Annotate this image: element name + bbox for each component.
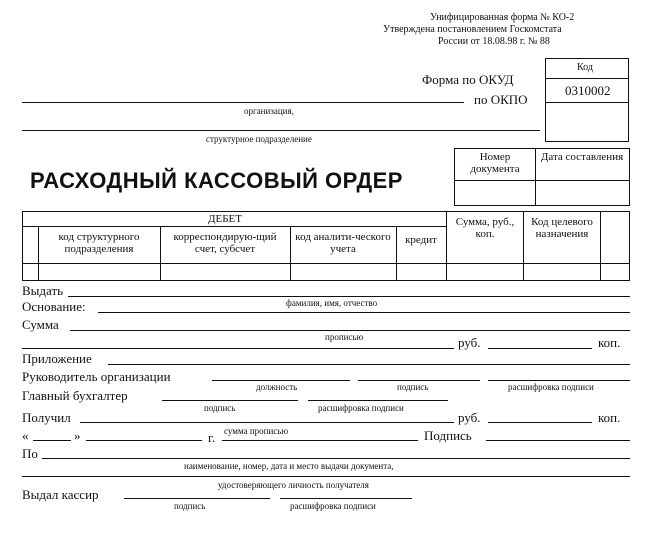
rub-label: руб. [458,335,481,350]
okud-value: 0310002 [565,83,611,98]
podpis-label: Подпись [424,428,472,443]
organization-caption: организация, [244,106,294,116]
glavbuh-signature-field[interactable] [162,400,298,401]
doc-number-header: Номер документа [470,151,520,175]
doc-date-field[interactable] [537,182,627,204]
debet-header: ДЕБЕТ [208,213,242,225]
glavbuh-label: Главный бухгалтер [22,388,128,403]
date-open-quote: « [22,428,29,443]
summa-label: Сумма [22,317,59,332]
document-title: РАСХОДНЫЙ КАССОВЫЙ ОРДЕР [30,168,403,193]
summa-field-2[interactable] [22,348,454,349]
department-field[interactable] [22,130,540,131]
rasshifrovka-caption-2: расшифровка подписи [318,403,404,413]
kassir-signature-field[interactable] [124,498,270,499]
form-code-line: Унифицированная форма № КО-2 [430,12,575,23]
col-credit-header: кредит [405,234,437,246]
prilozhenie-label: Приложение [22,351,92,366]
date-month-field[interactable] [86,440,202,441]
fio-caption: фамилия, имя, отчество [286,298,378,308]
doc-caption: наименование, номер, дата и место выдачи документа, [184,461,394,471]
vydat-field[interactable] [68,296,630,297]
doc-number-field[interactable] [456,182,534,204]
prilozhenie-field[interactable] [108,364,630,365]
podpis-caption-1: подпись [397,382,429,392]
rukovoditel-label: Руководитель организации [22,369,171,384]
propisyu-caption: прописью [325,332,364,342]
rukovoditel-position-field[interactable] [212,380,350,381]
rukovoditel-signature-field[interactable] [358,380,480,381]
cell-corr[interactable] [161,265,289,280]
date-close-quote: » [74,428,81,443]
rub-label-2: руб. [458,410,481,425]
okpo-label: по ОКПО [474,92,528,107]
approval-date-line: России от 18.08.98 г. № 88 [438,36,550,47]
poluchil-field[interactable] [80,422,454,423]
year-suffix: г. [208,430,216,445]
doc-date-header: Дата составления [540,151,624,163]
kop-field[interactable] [488,348,592,349]
cell-target[interactable] [524,265,599,280]
code-header: Код [577,62,593,73]
kop-label-2: коп. [598,410,621,425]
rasshifrovka-caption-3: расшифровка подписи [290,501,376,511]
osnovanie-field[interactable] [98,312,630,313]
kop-label: коп. [598,335,621,350]
identity-caption: удостоверяющего личность получателя [218,480,369,490]
department-caption: структурное подразделение [206,134,312,144]
glavbuh-name-field[interactable] [308,400,448,401]
cell-analytic[interactable] [291,265,395,280]
podpis-caption-3: подпись [174,501,206,511]
kassir-name-field[interactable] [280,498,412,499]
osnovanie-label: Основание: [22,299,86,314]
cell-sum[interactable] [447,265,522,280]
organization-field[interactable] [22,102,464,103]
col-sum-header: Сумма, руб., коп. [455,216,515,240]
poluchil-kop-field[interactable] [488,422,592,423]
approval-line: Утверждена постановлением Госкомстата [383,24,562,35]
cell-credit[interactable] [397,265,445,280]
podpis-caption-2: подпись [204,403,236,413]
cell-struct[interactable] [39,265,159,280]
col-analytic-header: код аналити-ческого учета [295,231,391,255]
date-day-field[interactable] [33,440,71,441]
okud-label: Форма по ОКУД [422,72,514,87]
poluchil-amount-words-field[interactable] [222,440,418,441]
po-field-2[interactable] [22,476,630,477]
rukovoditel-name-field[interactable] [488,380,630,381]
rasshifrovka-caption-1: расшифровка подписи [508,382,594,392]
col-target-header: Код целевого назначения [531,216,593,240]
recipient-signature-field[interactable] [486,440,630,441]
poluchil-label: Получил [22,410,71,425]
summa-field[interactable] [70,330,630,331]
col-corr-header: корреспондирую-щий счет, субсчет [173,231,277,255]
vydal-kassir-label: Выдал кассир [22,487,99,502]
po-field[interactable] [42,458,630,459]
dolzhnost-caption: должность [256,382,298,392]
po-label: По [22,446,38,461]
vydat-label: Выдать [22,283,64,298]
summa-propisyu-caption: сумма прописью [224,426,289,436]
col-struct-header: код структурного подразделения [58,231,140,255]
